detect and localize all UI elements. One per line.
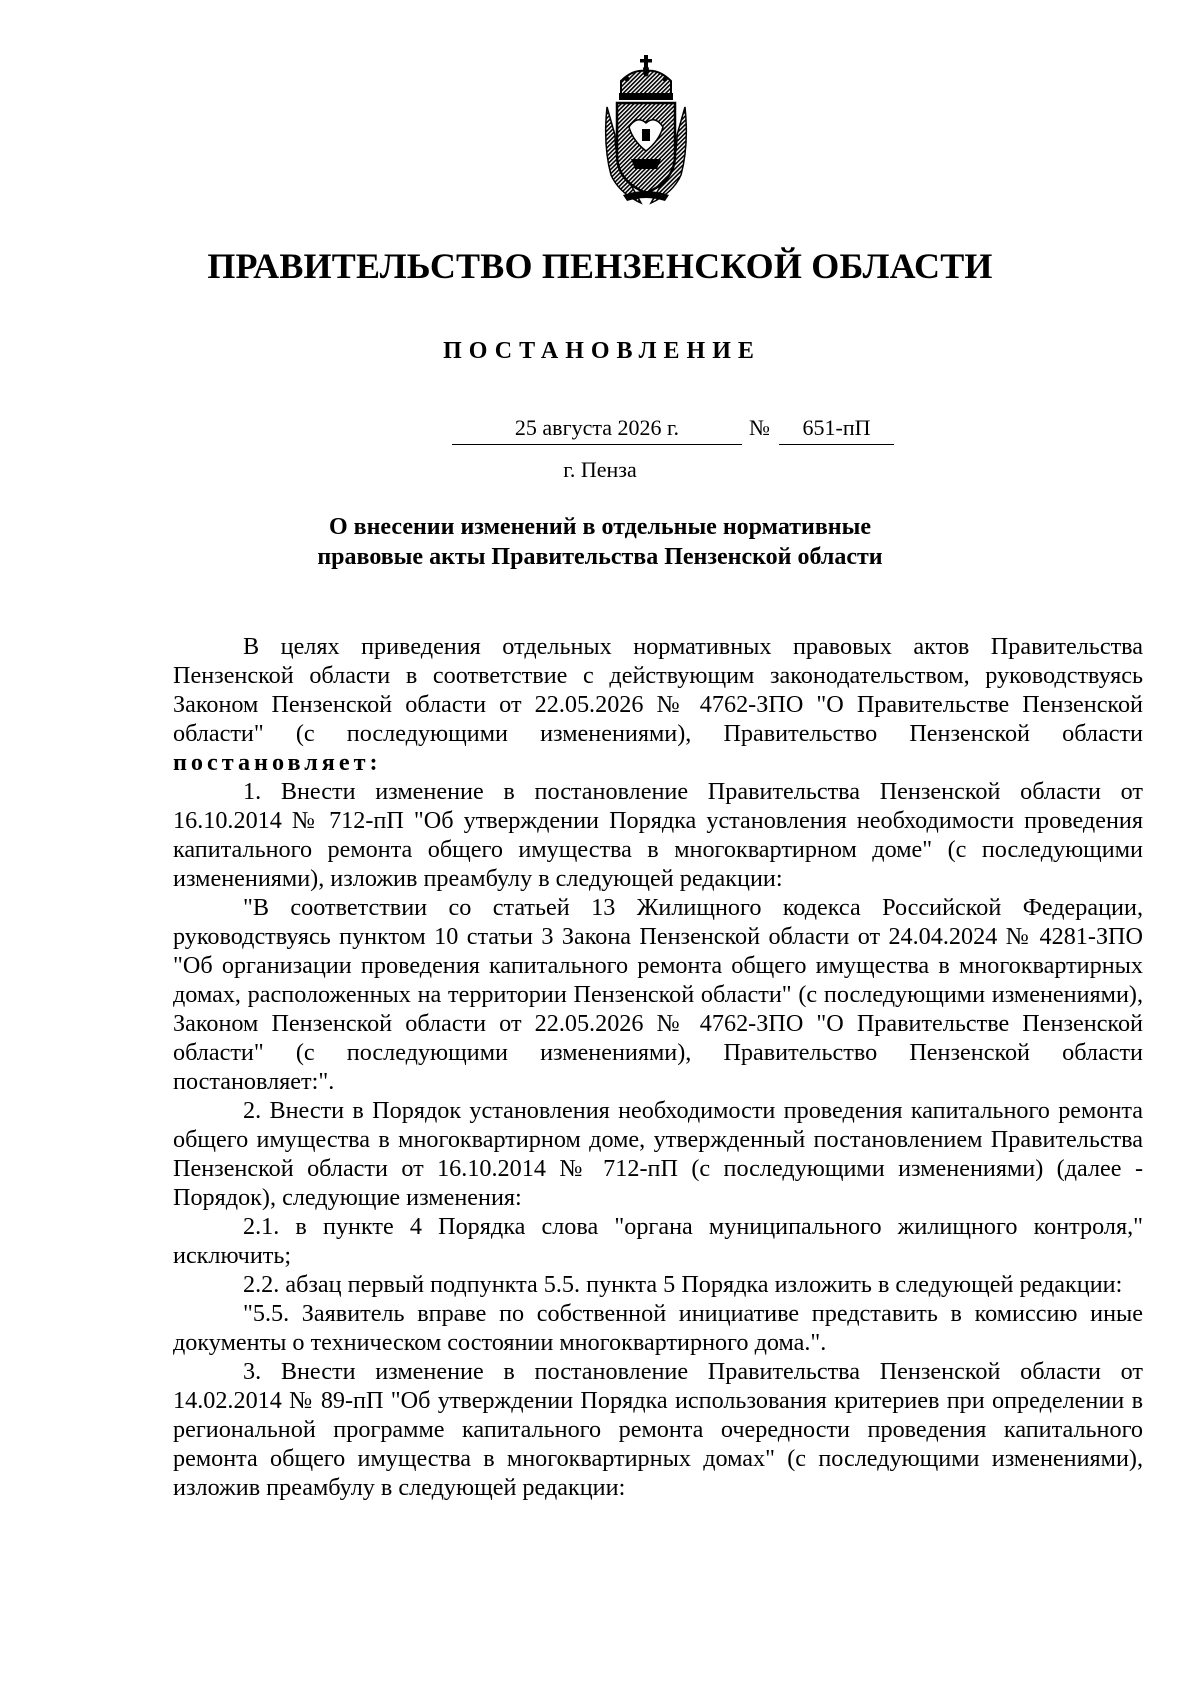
document-date: 25 августа 2026 г. (452, 414, 742, 445)
organization-name: ПРАВИТЕЛЬСТВО ПЕНЗЕНСКОЙ ОБЛАСТИ (207, 246, 993, 286)
document-number: 651-пП (779, 414, 894, 445)
document-type: ПОСТАНОВЛЕНИЕ (443, 338, 761, 364)
city: г. Пенза (563, 457, 637, 482)
title-line-2: правовые акты Правительства Пензенской области (317, 544, 883, 570)
coat-of-arms-emblem (601, 55, 691, 205)
paragraph-2-1: 2.1. в пункте 4 Порядка слова "органа муниципального жилищного контроля," исключить; (173, 1213, 1143, 1269)
title-line-1: О внесении изменений в отдельные нормативные (328, 514, 872, 540)
paragraph-2-2-quote: "5.5. Заявитель вправе по собственной инициативе представить в комиссию иные документы о техническом состоянии многоквартирного дома.". (173, 1300, 1143, 1356)
paragraph-2-2: 2.2. абзац первый подпункта 5.5. пункта 5 Порядка изложить в следующей редакции: (243, 1271, 1123, 1298)
paragraph-1: 1. Внести изменение в постановление Правительства Пензенской области от 16.10.2014 № 712-пП "Об утверждении Порядка установления необходимости проведения капитального ремонта общего имущества в многоквартирном доме" (с последующими изменениями), изложив преамбулу в следующей редакции: (173, 778, 1143, 892)
decree-word: постановляет: (173, 749, 382, 776)
paragraph-2: 2. Внести в Порядок установления необходимости проведения капитального ремонта общего имущества в многоквартирном доме, утвержденный постановлением Правительства Пензенской области от 16.10.2014 № 712-пП (с последующими изменениями) (далее - Порядок), следующие изменения: (173, 1097, 1143, 1211)
paragraph-1-quote: "В соответствии со статьей 13 Жилищного кодекса Российской Федерации, руководствуясь пунктом 10 статьи 3 Закона Пензенской области от 24.04.2024 № 4281-ЗПО "Об организации проведения капитального ремонта общего имущества в многоквартирных домах, расположенных на территории Пензенской области" (с последующими изменениями), Законом Пензенской области от 22.05.2026 № 4762-ЗПО "О Правительстве Пензенской области" (с последующими изменениями), Правительство Пензенской области постановляет:". (173, 894, 1143, 1095)
number-sign: № (749, 415, 770, 440)
document-body (173, 632, 1143, 1502)
document-title (0, 512, 1200, 572)
paragraph-preamble (173, 632, 1143, 777)
paragraph-3: 3. Внести изменение в постановление Правительства Пензенской области от 14.02.2014 № 89-пП "Об утверждении Порядка использования критериев при определении в региональной программе капитального ремонта очередности проведения капитального ремонта общего имущества в многоквартирных домах" (с последующими изменениями), изложив преамбулу в следующей редакции: (173, 1358, 1143, 1501)
preamble-text: В целях приведения отдельных нормативных правовых актов Правительства Пензенской области в соответствие с действующим законодательством, руководствуясь Законом Пензенской области от 22.05.2026 № 4762-ЗПО "О Правительстве Пензенской области" (с последующими изменениями), Правительство Пензенской области (173, 633, 1143, 747)
